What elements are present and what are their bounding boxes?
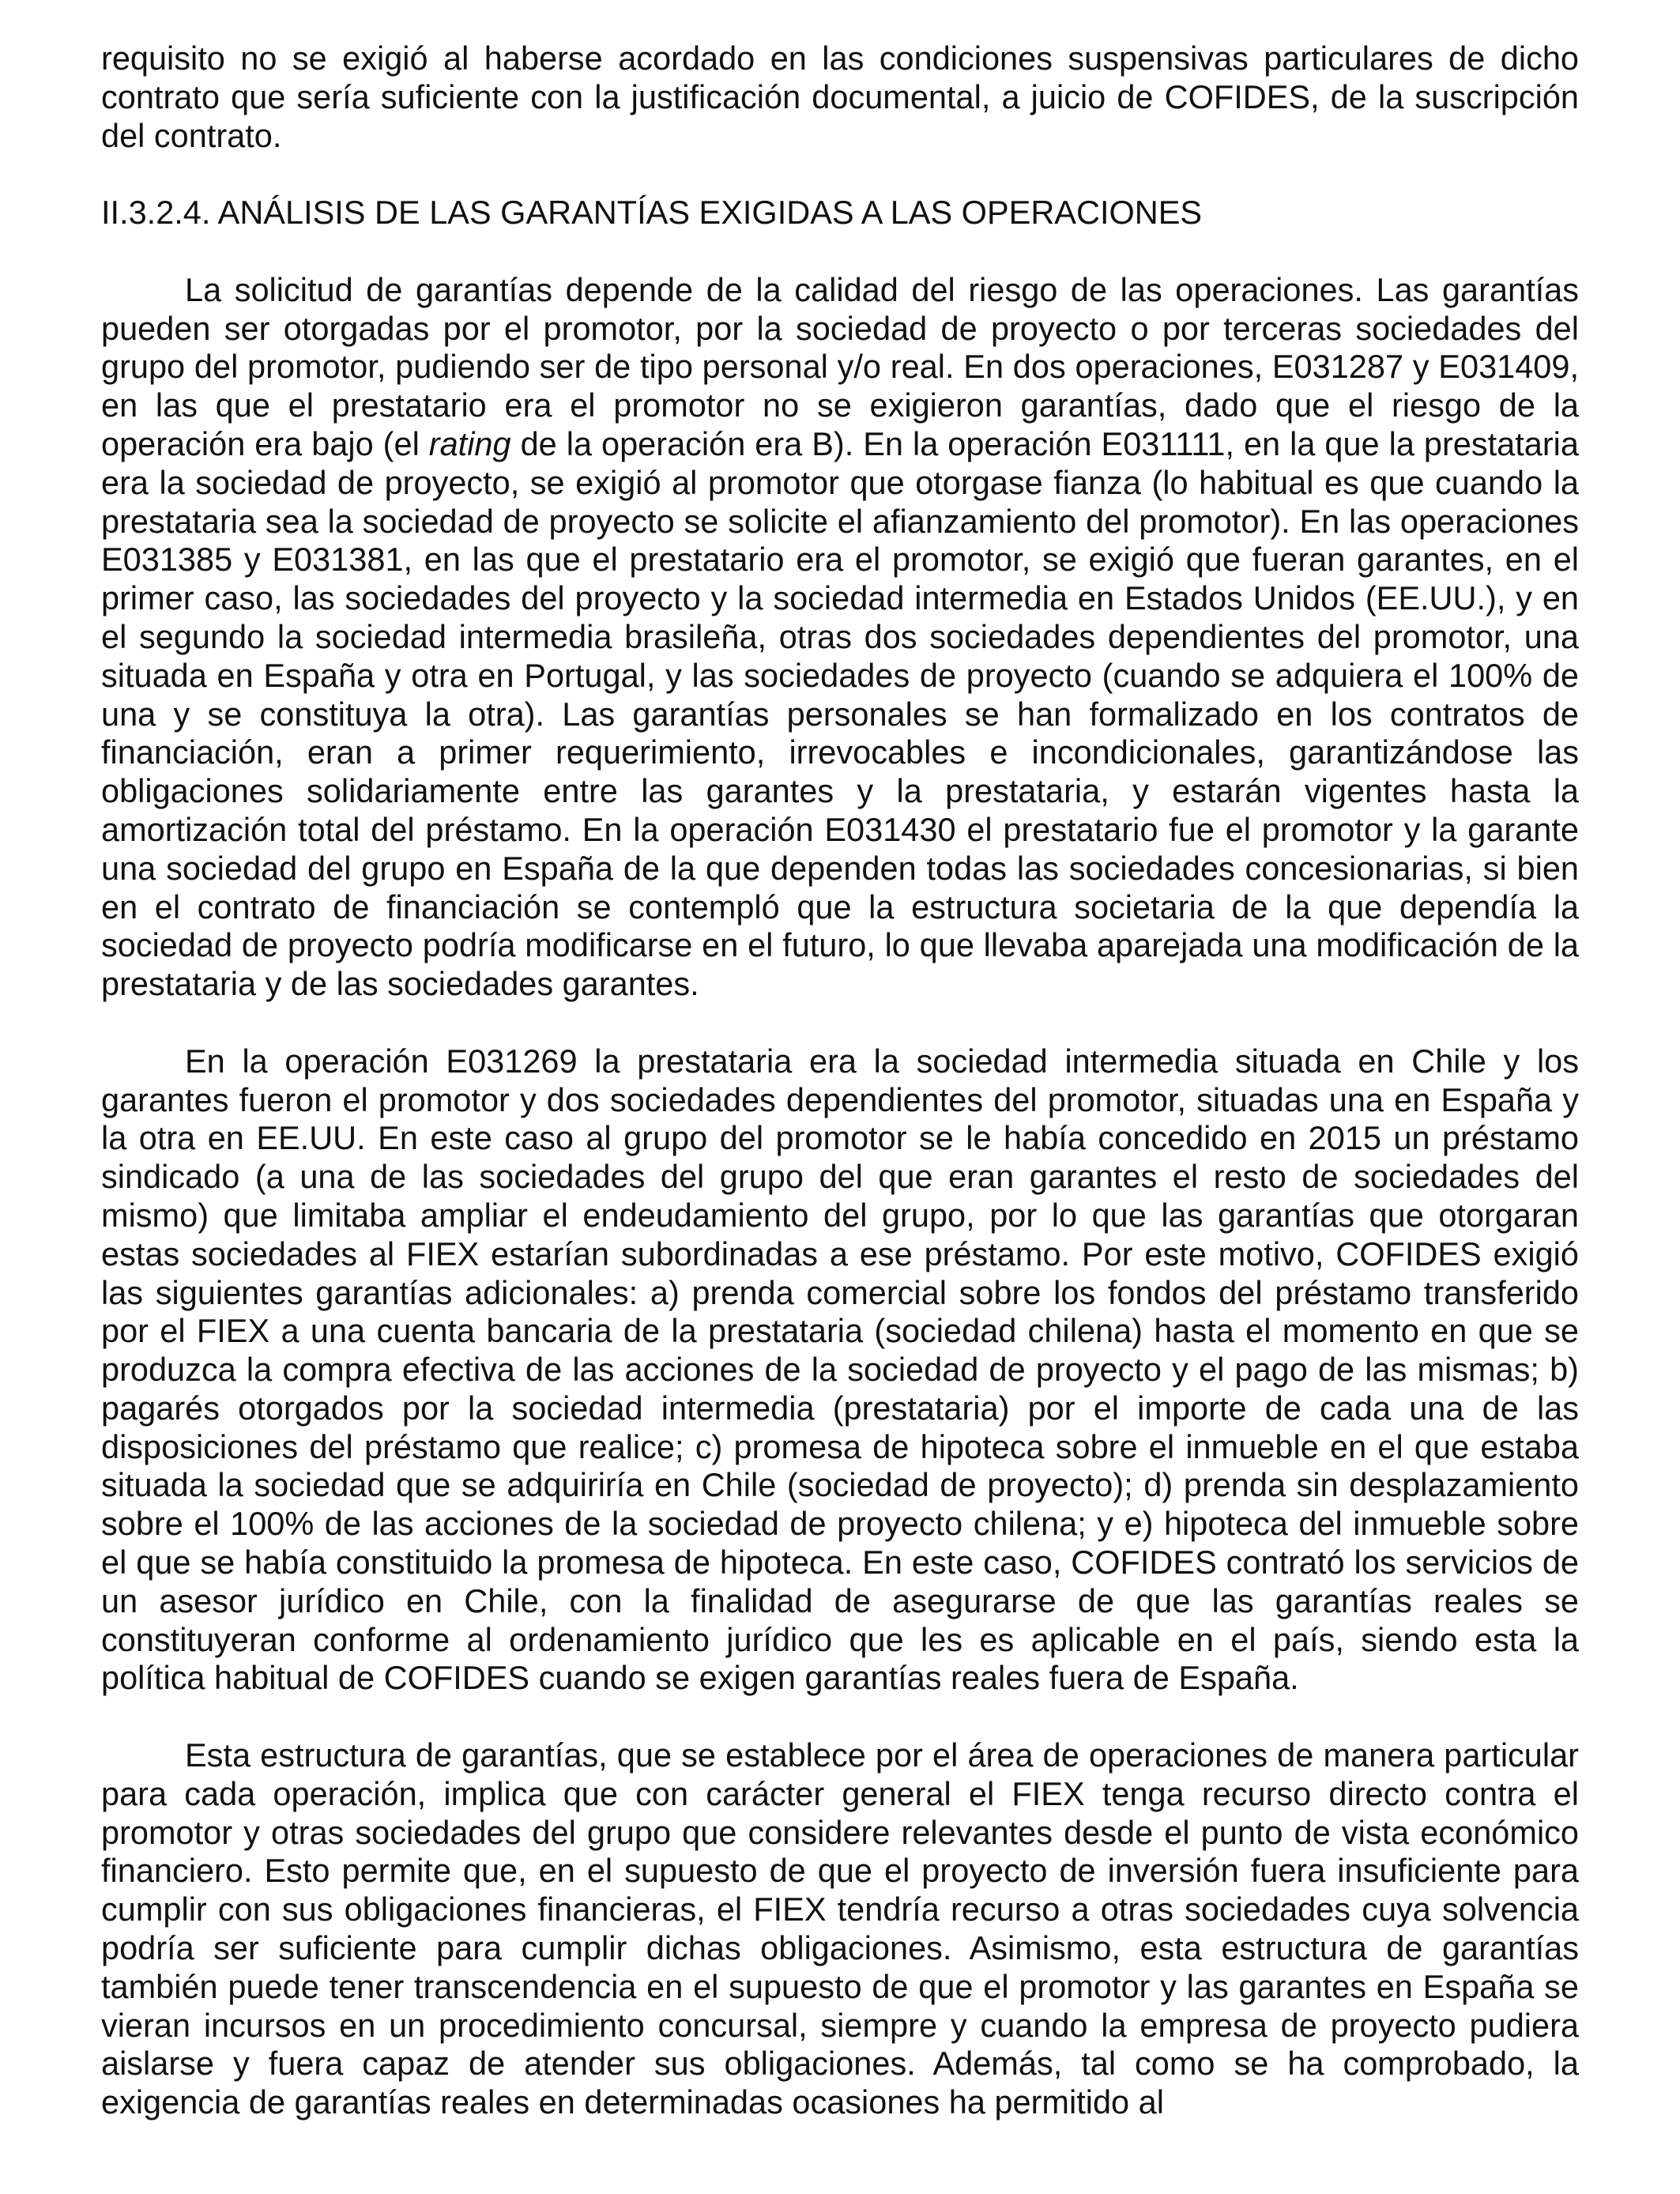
spacer — [101, 1004, 1579, 1042]
paragraph-text: de la operación era B). En la operación E031111, en la que la prestataria era la sociedad de proyecto, se exigió al promotor que otorgase fianza (lo habitual es que cuando la prestataria sea la sociedad de proyecto se solicite el afianzamiento del promotor). En las operaciones E031385 y E031381, en las que el prestatario era el promotor, se exigió que fueran garantes, en el primer caso, las sociedades del proyecto y la sociedad intermedia en Estados Unidos (EE.UU.), y en el segundo la sociedad intermedia brasileña, otras dos sociedades dependientes del promotor, una situada en España y otra en Portugal, y las sociedades de proyecto (cuando se adquiera el 100% de una y se constituya la otra). Las garantías personales se han formalizado en los contratos de financiación, eran a primer requerimiento, irrevocables e incondicionales, garantizándose las obligaciones solidariamente entre las garantes y la prestataria, y estarán vigentes hasta la amortización total del préstamo. En la operación E031430 el prestatario fue el promotor y la garante una sociedad del grupo en España de la que dependen todas las sociedades concesionarias, si bien en el contrato de financiación se contempló que la estructura societaria de la que dependía la sociedad de proyecto podría modificarse en el futuro, lo que llevaba aparejada una modificación de la prestataria y de las sociedades garantes. — [101, 424, 1579, 1003]
spacer — [101, 1698, 1579, 1736]
paragraph-intro: requisito no se exigió al haberse acordado en las condiciones suspensivas particulares de dicho contrato que sería suficiente con la justificación documental, a juicio de COFIDES, de la suscripción del contrato. — [101, 40, 1579, 154]
paragraph-operation-chile: En la operación E031269 la prestataria era la sociedad intermedia situada en Chile y los garantes fueron el promotor y dos sociedades dependientes del promotor, situadas una en España y la otra en EE.UU. En este caso al grupo del promotor se le había concedido en 2015 un préstamo sindicado (a una de las sociedades del grupo del que eran garantes el resto de sociedades del mismo) que limitaba ampliar el endeudamiento del grupo, por lo que las garantías que otorgaran estas sociedades al FIEX estarían subordinadas a ese préstamo. Por este motivo, COFIDES exigió las siguientes garantías adicionales: a) prenda comercial sobre los fondos del préstamo transferido por el FIEX a una cuenta bancaria de la prestataria (sociedad chilena) hasta el momento en que se produzca la compra efectiva de las acciones de la sociedad de proyecto y el pago de las mismas; b) pagarés otorgados por la sociedad intermedia (prestataria) por el importe de cada una de las disposiciones del préstamo que realice; c) promesa de hipoteca sobre el inmueble en el que estaba situada la sociedad que se adquiriría en Chile (sociedad de proyecto); d) prenda sin desplazamiento sobre el 100% de las acciones de la sociedad de proyecto chilena; y e) hipoteca del inmueble sobre el que se había constituido la promesa de hipoteca. En este caso, COFIDES contrató los servicios de un asesor jurídico en Chile, con la finalidad de asegurarse de que las garantías reales se constituyeran conforme al ordenamiento jurídico que les es aplicable en el país, siendo esta la política habitual de COFIDES cuando se exigen garantías reales fuera de España. — [101, 1042, 1579, 1697]
document-page — [101, 40, 1579, 2122]
spacer — [101, 232, 1579, 271]
section-heading: II.3.2.4. ANÁLISIS DE LAS GARANTÍAS EXIGIDAS A LAS OPERACIONES — [101, 194, 1203, 232]
paragraph-guarantee-structure: Esta estructura de garantías, que se establece por el área de operaciones de manera particular para cada operación, implica que con carácter general el FIEX tenga recurso directo contra el promotor y otras sociedades del grupo que considere relevantes desde el punto de vista económico financiero. Esto permite que, en el supuesto de que el proyecto de inversión fuera insuficiente para cumplir con sus obligaciones financieras, el FIEX tendría recurso a otras sociedades cuya solvencia podría ser suficiente para cumplir dichas obligaciones. Asimismo, esta estructura de garantías también puede tener transcendencia en el supuesto de que el promotor y las garantes en España se vieran incursos en un procedimiento concursal, siempre y cuando la empresa de proyecto pudiera aislarse y fuera capaz de atender sus obligaciones. Además, tal como se ha comprobado, la exigencia de garantías reales en determinadas ocasiones ha permitido al — [101, 1736, 1579, 2121]
paragraph-guarantees — [101, 271, 1579, 1004]
spacer — [101, 155, 1579, 194]
paragraph-text: La solicitud de garantías depende de la calidad del riesgo de las operaciones. Las garantías pueden ser otorgadas por el promotor, por la sociedad de proyecto o por terceras sociedades del grupo del promotor, pudiendo ser de tipo personal y/o real. En dos operaciones, E031287 y E031409, en las que el prestatario era el promotor no se exigieron garantías, dado que el riesgo de la operación era bajo (el — [101, 270, 1579, 462]
italic-term: rating — [428, 424, 511, 462]
